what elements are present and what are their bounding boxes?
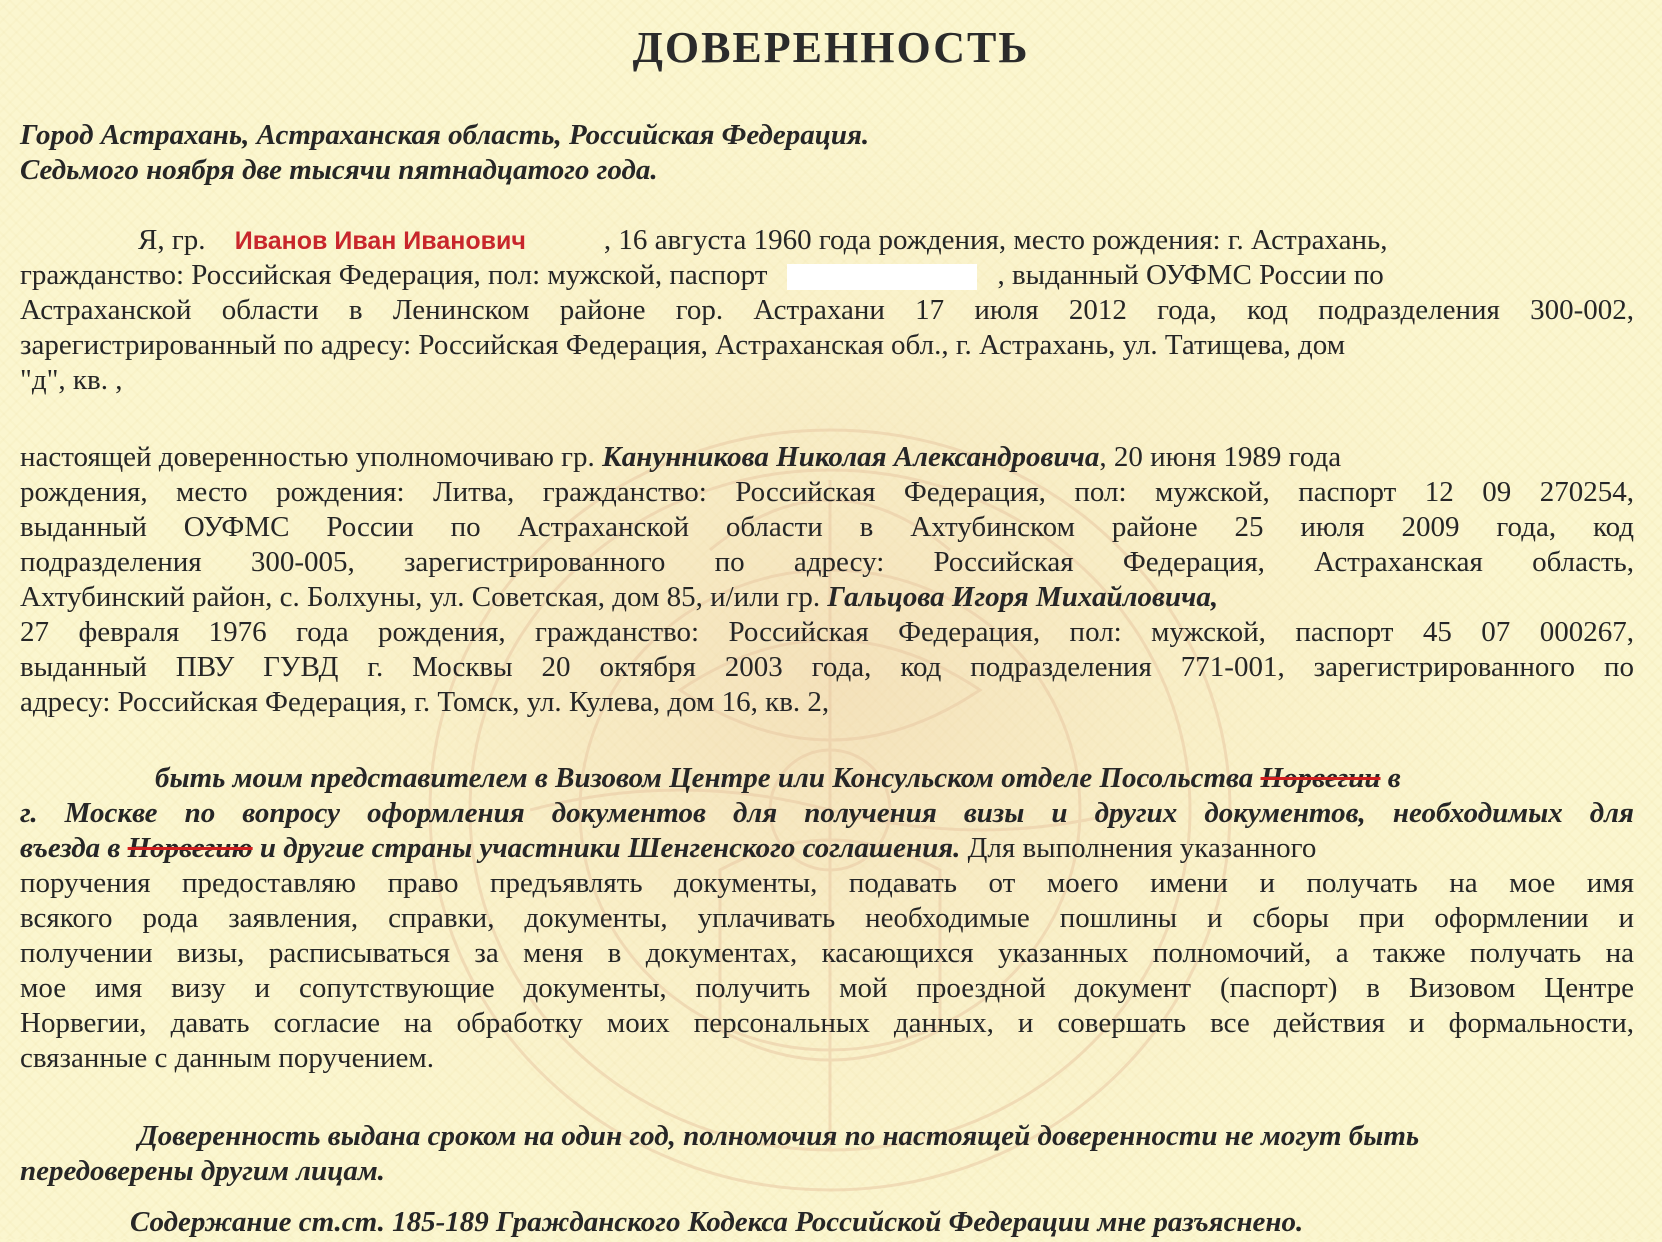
agents-line-2: рождения, место рождения: Литва, гражданство: Российская Федерация, пол: мужской, паспорт 12 09 270254, xyxy=(20,476,1634,508)
agents-intro: настоящей доверенностью уполномочиваю гр. xyxy=(20,441,595,473)
agents-line-6: 27 февраля 1976 года рождения, гражданство: Российская Федерация, пол: мужской, паспорт 45 07 000267, xyxy=(20,616,1634,648)
powers-line-1 xyxy=(20,758,1634,798)
agent-2-name: Гальцова Игоря Михайловича, xyxy=(827,581,1219,613)
powers-intro: быть моим представителем в Визовом Центре или Консульском отделе Посольства xyxy=(155,762,1254,794)
principal-line-1 xyxy=(20,220,1634,260)
powers-line-6: получении визы, расписываться за меня в документах, касающихся указанных полномочий, а также получать на xyxy=(20,937,1634,969)
powers-line-5: всякого рода заявления, справки, документы, уплачивать необходимые пошлины и сборы при оформлении и xyxy=(20,902,1634,934)
term-line-1 xyxy=(20,1116,1634,1156)
agent-1-name: Канунникова Николая Александровича xyxy=(602,441,1100,473)
powers-line-9: связанные с данным поручением. xyxy=(20,1042,434,1074)
term-line-2: передоверены другим лицам. xyxy=(20,1155,385,1187)
agents-line-7: выданный ПВУ ГУВД г. Москвы 20 октября 2003 года, код подразделения 771-001, зарегистрированного по xyxy=(20,651,1634,683)
struck-norway-1: Норвегии xyxy=(1260,762,1381,794)
legal-text: Содержание ст.ст. 185-189 Гражданского Кодекса Российской Федерации мне разъяснено. xyxy=(130,1206,1304,1238)
principal-line-3: Астраханской области в Ленинском районе гор. Астрахани 17 июля 2012 года, код подразделения 300-002, xyxy=(20,294,1634,326)
principal-line-4: зарегистрированный по адресу: Российская Федерация, Астраханская обл., г. Астрахань, ул. Татищева, дом xyxy=(20,329,1346,361)
powers-line-8: Норвегии, давать согласие на обработку моих персональных данных, и совершать все действия и формальности, xyxy=(20,1007,1634,1039)
date-line: Седьмого ноября две тысячи пятнадцатого года. xyxy=(20,154,658,186)
agents-line-1 xyxy=(20,437,1634,477)
principal-intro: Я, гр. xyxy=(138,224,206,256)
term-text: Доверенность выдана сроком на один год, полномочия по настоящей доверенности не могут быть xyxy=(138,1120,1420,1152)
principal-birth: , 16 августа 1960 года рождения, место рождения: г. Астрахань, xyxy=(603,224,1388,256)
powers-line-3 xyxy=(20,828,1634,868)
agents-line-4: подразделения 300-005, зарегистрированного по адресу: Российская Федерация, Астраханская область, xyxy=(20,546,1634,578)
powers-line-4: поручения предоставляю право предъявлять документы, подавать от моего имени и получать на мое имя xyxy=(20,867,1634,899)
powers-line-7: мое имя визу и сопутствующие документы, получить мой проездной документ (паспорт) в Визовом Центре xyxy=(20,972,1634,1004)
principal-citizenship: гражданство: Российская Федерация, пол: мужской, паспорт xyxy=(20,259,768,291)
powers-schengen: и другие страны участники Шенгенского соглашения. xyxy=(259,832,961,864)
place-line: Город Астрахань, Астраханская область, Российская Федерация. xyxy=(20,119,870,151)
legal-line xyxy=(20,1202,1634,1242)
powers-entry: въезда в xyxy=(20,832,121,864)
struck-norway-2: Норвегию xyxy=(127,832,253,864)
redacted-passport xyxy=(787,264,977,290)
powers-in: в xyxy=(1387,762,1401,794)
agent-1-address: Ахтубинский район, с. Болхуны, ул. Советская, дом 85, и/или гр. xyxy=(20,581,821,613)
document-title: ДОВЕРЕННОСТЬ xyxy=(632,23,1030,72)
agents-line-3: выданный ОУФМС России по Астраханской области в Ахтубинском районе 25 июля 2009 года, код xyxy=(20,511,1634,543)
powers-for: Для выполнения указанного xyxy=(967,832,1317,864)
principal-issued: , выданный ОУФМС России по xyxy=(997,259,1384,291)
principal-name: Иванов Иван Иванович xyxy=(234,227,526,255)
powers-line-2: г. Москве по вопросу оформления документов для получения визы и других документов, необходимых для xyxy=(20,797,1634,829)
agent-1-birth: , 20 июня 1989 года xyxy=(1099,441,1342,473)
agents-line-8: адресу: Российская Федерация, г. Томск, ул. Кулева, дом 16, кв. 2, xyxy=(20,686,830,718)
principal-line-2 xyxy=(20,255,1634,295)
agents-line-5 xyxy=(20,577,1634,617)
principal-line-5: "д", кв. , xyxy=(20,364,123,396)
